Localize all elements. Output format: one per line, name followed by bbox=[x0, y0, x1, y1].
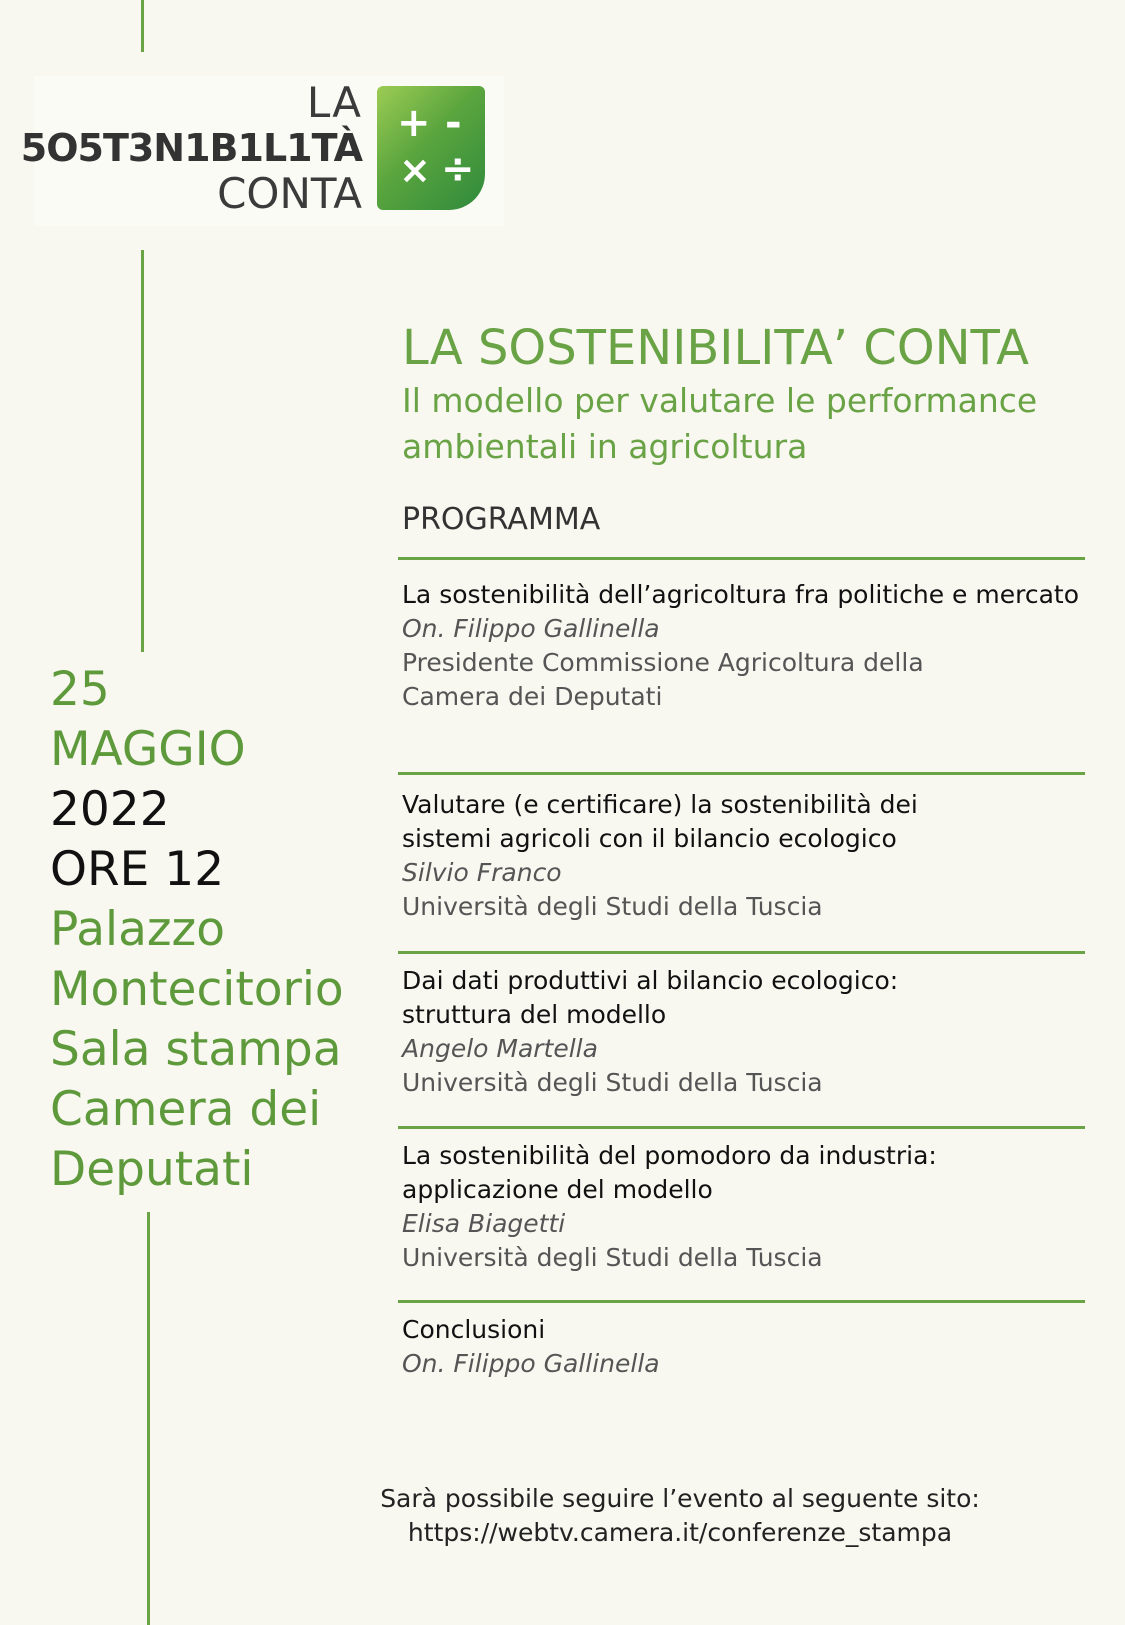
event-info bbox=[50, 660, 344, 1200]
page-subtitle: Il modello per valutare le performance ambientali in agricoltura bbox=[402, 381, 1038, 466]
program-item-speaker: Silvio Franco bbox=[402, 858, 562, 887]
divider bbox=[398, 557, 1085, 560]
decorative-line-middle bbox=[141, 250, 144, 652]
logo-wordmark bbox=[20, 78, 362, 218]
program-item-affiliation: Università degli Studi della Tuscia bbox=[402, 1068, 823, 1097]
programma-heading: PROGRAMMA bbox=[402, 502, 601, 537]
footer-note bbox=[340, 1482, 1020, 1550]
program-item bbox=[402, 964, 1082, 1100]
event-year: 2022 bbox=[50, 782, 170, 837]
program-item-speaker: On. Filippo Gallinella bbox=[402, 614, 660, 643]
program-item-title: La sostenibilità del pomodoro da industria: applicazione del modello bbox=[402, 1141, 937, 1204]
venue-line: Montecitorio bbox=[50, 962, 344, 1017]
program-item-title: Conclusioni bbox=[402, 1315, 546, 1344]
plus-icon: + bbox=[397, 100, 431, 146]
program-item bbox=[402, 1313, 1082, 1381]
divider bbox=[398, 772, 1085, 775]
program-item-affiliation: Università degli Studi della Tuscia bbox=[402, 1243, 823, 1272]
logo-line-3: CONTA bbox=[217, 169, 362, 218]
program-item bbox=[402, 788, 1082, 924]
decorative-line-bottom bbox=[147, 1212, 150, 1625]
event-day: 25 bbox=[50, 662, 110, 717]
program-item-title: La sostenibilità dell’agricoltura fra politiche e mercato bbox=[402, 580, 1079, 609]
event-time: ORE 12 bbox=[50, 842, 225, 897]
program-item bbox=[402, 578, 1082, 714]
venue-line: Sala stampa bbox=[50, 1022, 342, 1077]
footer-text: Sarà possibile seguire l’evento al seguente sito: bbox=[380, 1484, 980, 1513]
divide-icon: ÷ bbox=[441, 146, 475, 192]
program-item-affiliation: Università degli Studi della Tuscia bbox=[402, 892, 823, 921]
program-item-speaker: On. Filippo Gallinella bbox=[402, 1349, 660, 1378]
multiply-icon: × bbox=[399, 148, 431, 192]
program-item-speaker: Angelo Martella bbox=[402, 1034, 598, 1063]
divider bbox=[398, 951, 1085, 954]
logo-line-1: LA bbox=[306, 78, 362, 127]
program-item-affiliation: Presidente Commissione Agricoltura della Camera dei Deputati bbox=[402, 648, 924, 711]
program-item-title: Dai dati produttivi al bilancio ecologico: struttura del modello bbox=[402, 966, 899, 1029]
minus-icon: - bbox=[445, 100, 462, 146]
program-item-speaker: Elisa Biagetti bbox=[402, 1209, 566, 1238]
page-title: LA SOSTENIBILITA’ CONTA bbox=[402, 320, 1029, 376]
venue-line: Deputati bbox=[50, 1142, 254, 1197]
logo bbox=[20, 76, 504, 226]
footer-link[interactable]: https://webtv.camera.it/conferenze_stampa bbox=[407, 1518, 953, 1547]
venue-line: Camera dei bbox=[50, 1082, 322, 1137]
program-item bbox=[402, 1139, 1082, 1275]
divider bbox=[398, 1126, 1085, 1129]
divider bbox=[398, 1300, 1085, 1303]
logo-line-2: 5O5T3N1B1L1TÀ bbox=[20, 126, 362, 170]
calculator-icon bbox=[377, 86, 485, 210]
event-month: MAGGIO bbox=[50, 722, 246, 777]
program-item-title: Valutare (e certificare) la sostenibilità dei sistemi agricoli con il bilancio ecologico bbox=[402, 790, 918, 853]
venue-line: Palazzo bbox=[50, 902, 225, 957]
decorative-line-top bbox=[141, 0, 144, 52]
